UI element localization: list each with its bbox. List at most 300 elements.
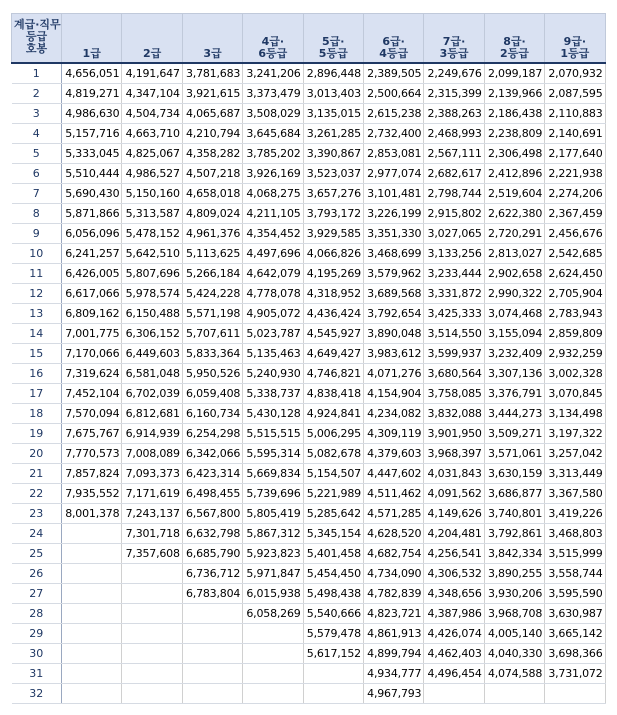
salary-cell: 4,734,090 (363, 564, 423, 584)
salary-cell: 4,961,376 (182, 224, 242, 244)
salary-cell: 6,498,455 (182, 484, 242, 504)
salary-cell: 7,319,624 (62, 364, 122, 384)
salary-cell: 3,579,962 (363, 264, 423, 284)
salary-cell: 6,426,005 (62, 264, 122, 284)
salary-cell: 7,857,824 (62, 464, 122, 484)
salary-cell: 2,705,904 (545, 284, 605, 304)
table-row (12, 244, 606, 264)
salary-cell: 5,338,737 (243, 384, 303, 404)
salary-cell: 4,354,452 (243, 224, 303, 244)
salary-table-container (11, 13, 606, 704)
salary-cell: 4,778,078 (243, 284, 303, 304)
salary-cell: 3,740,801 (484, 504, 544, 524)
salary-cell: 4,825,067 (122, 144, 182, 164)
salary-cell: 5,807,696 (122, 264, 182, 284)
salary-cell: 5,579,478 (303, 624, 363, 644)
salary-cell: 5,240,930 (243, 364, 303, 384)
table-row (12, 204, 606, 224)
salary-cell: 4,905,072 (243, 304, 303, 324)
header-text: 4급· (261, 35, 285, 48)
salary-cell: 4,838,418 (303, 384, 363, 404)
salary-cell: 5,978,574 (122, 284, 182, 304)
salary-cell: 3,785,202 (243, 144, 303, 164)
salary-cell: 5,401,458 (303, 544, 363, 564)
salary-cell: 4,782,839 (363, 584, 423, 604)
step-number: 16 (12, 364, 62, 384)
salary-cell: 2,367,459 (545, 204, 605, 224)
salary-cell: 5,430,128 (243, 404, 303, 424)
header-text: 1급 (82, 47, 101, 60)
salary-cell: 2,783,943 (545, 304, 605, 324)
salary-cell: 4,309,119 (363, 424, 423, 444)
table-row (12, 564, 606, 584)
salary-cell: 5,113,625 (182, 244, 242, 264)
salary-cell: 2,238,809 (484, 124, 544, 144)
salary-cell: 3,698,366 (545, 644, 605, 664)
salary-cell: 3,133,256 (424, 244, 484, 264)
salary-cell: 4,545,927 (303, 324, 363, 344)
header-text: 5급· (322, 35, 345, 48)
salary-cell: 2,567,111 (424, 144, 484, 164)
salary-cell: 4,658,018 (182, 184, 242, 204)
salary-cell: 5,540,666 (303, 604, 363, 624)
header-text: 호봉 (25, 42, 48, 55)
table-header (12, 14, 606, 64)
salary-cell: 3,155,094 (484, 324, 544, 344)
step-number: 25 (12, 544, 62, 564)
table-row (12, 144, 606, 164)
salary-cell: 4,068,275 (243, 184, 303, 204)
salary-cell: 5,135,463 (243, 344, 303, 364)
table-row (12, 63, 606, 84)
salary-cell: 3,571,061 (484, 444, 544, 464)
salary-cell: 6,685,790 (182, 544, 242, 564)
salary-cell: 3,657,276 (303, 184, 363, 204)
header-text: 6급· (382, 35, 405, 48)
salary-cell: 3,419,226 (545, 504, 605, 524)
salary-cell: 5,571,198 (182, 304, 242, 324)
salary-cell: 3,257,042 (545, 444, 605, 464)
salary-cell (122, 624, 182, 644)
header-text: 3급 (203, 47, 222, 60)
salary-cell: 3,758,085 (424, 384, 484, 404)
salary-cell: 5,669,834 (243, 464, 303, 484)
salary-cell (62, 544, 122, 564)
salary-cell: 5,154,507 (303, 464, 363, 484)
salary-cell: 7,675,767 (62, 424, 122, 444)
salary-cell: 3,930,206 (484, 584, 544, 604)
salary-cell: 4,204,481 (424, 524, 484, 544)
salary-cell: 4,005,140 (484, 624, 544, 644)
salary-cell: 3,968,708 (484, 604, 544, 624)
salary-cell: 6,254,298 (182, 424, 242, 444)
salary-cell: 3,135,015 (303, 104, 363, 124)
salary-cell: 2,624,450 (545, 264, 605, 284)
salary-cell: 3,968,397 (424, 444, 484, 464)
salary-cell: 2,186,438 (484, 104, 544, 124)
step-number: 15 (12, 344, 62, 364)
salary-cell: 3,929,585 (303, 224, 363, 244)
salary-cell: 3,233,444 (424, 264, 484, 284)
salary-cell (62, 684, 122, 704)
salary-cell (62, 564, 122, 584)
salary-cell: 4,071,276 (363, 364, 423, 384)
table-row (12, 404, 606, 424)
table-row (12, 284, 606, 304)
salary-cell: 4,040,330 (484, 644, 544, 664)
salary-cell: 5,833,364 (182, 344, 242, 364)
step-number: 9 (12, 224, 62, 244)
salary-cell: 6,306,152 (122, 324, 182, 344)
salary-cell: 6,015,938 (243, 584, 303, 604)
salary-cell: 3,926,169 (243, 164, 303, 184)
salary-cell: 6,809,162 (62, 304, 122, 324)
step-number: 26 (12, 564, 62, 584)
salary-cell: 5,478,152 (122, 224, 182, 244)
salary-cell (243, 624, 303, 644)
step-number: 20 (12, 444, 62, 464)
salary-cell: 4,809,024 (182, 204, 242, 224)
salary-cell: 6,702,039 (122, 384, 182, 404)
table-row (12, 484, 606, 504)
salary-cell: 3,890,048 (363, 324, 423, 344)
table-row (12, 364, 606, 384)
salary-cell (122, 684, 182, 704)
salary-cell: 2,896,448 (303, 63, 363, 84)
salary-cell: 5,739,696 (243, 484, 303, 504)
salary-cell: 2,315,399 (424, 84, 484, 104)
salary-cell (303, 684, 363, 704)
salary-cell: 4,986,630 (62, 104, 122, 124)
salary-cell: 4,861,913 (363, 624, 423, 644)
salary-cell: 3,367,580 (545, 484, 605, 504)
header-text: 8급· (503, 35, 526, 48)
step-number: 6 (12, 164, 62, 184)
salary-cell: 3,514,550 (424, 324, 484, 344)
step-number: 22 (12, 484, 62, 504)
step-number: 12 (12, 284, 62, 304)
header-corner (12, 14, 62, 64)
header-grade-4 (243, 14, 303, 64)
salary-cell: 3,134,498 (545, 404, 605, 424)
salary-cell: 2,249,676 (424, 63, 484, 84)
salary-cell: 4,663,710 (122, 124, 182, 144)
salary-cell: 3,197,322 (545, 424, 605, 444)
salary-cell: 5,971,847 (243, 564, 303, 584)
salary-cell: 4,511,462 (363, 484, 423, 504)
table-row (12, 504, 606, 524)
salary-cell: 7,452,104 (62, 384, 122, 404)
salary-cell: 6,059,408 (182, 384, 242, 404)
header-grade-3 (182, 14, 242, 64)
salary-cell: 3,680,564 (424, 364, 484, 384)
salary-cell: 3,558,744 (545, 564, 605, 584)
salary-cell: 4,149,626 (424, 504, 484, 524)
salary-cell: 3,921,615 (182, 84, 242, 104)
salary-cell: 4,649,427 (303, 344, 363, 364)
salary-cell: 4,819,271 (62, 84, 122, 104)
salary-cell: 4,823,721 (363, 604, 423, 624)
salary-cell: 2,099,187 (484, 63, 544, 84)
table-row (12, 524, 606, 544)
step-number: 24 (12, 524, 62, 544)
table-row (12, 644, 606, 664)
salary-cell: 3,793,172 (303, 204, 363, 224)
salary-cell: 6,241,257 (62, 244, 122, 264)
salary-cell: 5,082,678 (303, 444, 363, 464)
salary-cell: 4,497,696 (243, 244, 303, 264)
salary-cell: 3,241,206 (243, 63, 303, 84)
salary-cell: 2,682,617 (424, 164, 484, 184)
salary-cell: 4,191,647 (122, 63, 182, 84)
header-text: 9급· (563, 35, 587, 48)
salary-cell: 4,210,794 (182, 124, 242, 144)
salary-cell: 5,923,823 (243, 544, 303, 564)
table-row (12, 604, 606, 624)
step-number: 13 (12, 304, 62, 324)
salary-cell: 5,871,866 (62, 204, 122, 224)
salary-cell: 5,515,515 (243, 424, 303, 444)
salary-cell (62, 604, 122, 624)
salary-cell: 4,256,541 (424, 544, 484, 564)
table-row (12, 584, 606, 604)
salary-cell: 6,449,603 (122, 344, 182, 364)
salary-cell: 2,139,966 (484, 84, 544, 104)
salary-cell: 6,914,939 (122, 424, 182, 444)
salary-cell: 3,468,803 (545, 524, 605, 544)
salary-cell: 7,243,137 (122, 504, 182, 524)
salary-cell: 3,509,271 (484, 424, 544, 444)
salary-cell: 2,456,676 (545, 224, 605, 244)
salary-cell: 2,615,238 (363, 104, 423, 124)
table-row (12, 104, 606, 124)
salary-cell: 7,171,619 (122, 484, 182, 504)
salary-cell: 4,195,269 (303, 264, 363, 284)
salary-cell: 6,567,800 (182, 504, 242, 524)
salary-cell: 4,074,588 (484, 664, 544, 684)
salary-cell: 4,504,734 (122, 104, 182, 124)
salary-cell: 7,008,089 (122, 444, 182, 464)
salary-cell: 2,412,896 (484, 164, 544, 184)
salary-cell: 5,595,314 (243, 444, 303, 464)
salary-cell: 5,805,419 (243, 504, 303, 524)
salary-cell: 5,498,438 (303, 584, 363, 604)
salary-cell: 2,798,744 (424, 184, 484, 204)
step-number: 5 (12, 144, 62, 164)
salary-cell: 3,665,142 (545, 624, 605, 644)
table-row (12, 304, 606, 324)
salary-cell: 5,424,228 (182, 284, 242, 304)
salary-cell: 6,342,066 (182, 444, 242, 464)
salary-cell: 3,070,845 (545, 384, 605, 404)
table-body (12, 63, 606, 704)
table-row (12, 544, 606, 564)
salary-cell: 4,031,843 (424, 464, 484, 484)
salary-cell (122, 644, 182, 664)
step-number: 1 (12, 63, 62, 84)
salary-cell: 3,313,449 (545, 464, 605, 484)
salary-cell: 3,331,872 (424, 284, 484, 304)
salary-cell: 4,924,841 (303, 404, 363, 424)
salary-cell: 7,301,718 (122, 524, 182, 544)
header-text: 1등급 (560, 47, 590, 60)
step-number: 3 (12, 104, 62, 124)
salary-cell: 4,571,285 (363, 504, 423, 524)
salary-cell: 3,689,568 (363, 284, 423, 304)
salary-cell: 5,950,526 (182, 364, 242, 384)
salary-cell: 2,622,380 (484, 204, 544, 224)
table-row (12, 624, 606, 644)
salary-cell: 5,023,787 (243, 324, 303, 344)
salary-cell: 4,387,986 (424, 604, 484, 624)
step-number: 18 (12, 404, 62, 424)
salary-cell: 7,001,775 (62, 324, 122, 344)
salary-cell: 2,902,658 (484, 264, 544, 284)
salary-cell: 3,074,468 (484, 304, 544, 324)
table-row (12, 224, 606, 244)
salary-cell: 4,065,687 (182, 104, 242, 124)
salary-cell: 3,890,255 (484, 564, 544, 584)
salary-cell: 3,731,072 (545, 664, 605, 684)
header-grade-1 (62, 14, 122, 64)
salary-cell: 4,347,104 (122, 84, 182, 104)
salary-cell: 2,542,685 (545, 244, 605, 264)
salary-cell: 4,211,105 (243, 204, 303, 224)
step-number: 21 (12, 464, 62, 484)
salary-cell: 4,682,754 (363, 544, 423, 564)
salary-cell: 4,306,532 (424, 564, 484, 584)
step-number: 19 (12, 424, 62, 444)
step-number: 7 (12, 184, 62, 204)
step-number: 30 (12, 644, 62, 664)
salary-cell: 3,781,683 (182, 63, 242, 84)
salary-cell: 2,932,259 (545, 344, 605, 364)
salary-cell (182, 644, 242, 664)
salary-table (11, 13, 606, 704)
salary-cell: 3,468,699 (363, 244, 423, 264)
salary-cell: 5,345,154 (303, 524, 363, 544)
salary-cell: 3,261,285 (303, 124, 363, 144)
salary-cell: 2,519,604 (484, 184, 544, 204)
salary-cell: 3,390,867 (303, 144, 363, 164)
salary-cell: 3,792,861 (484, 524, 544, 544)
salary-cell: 2,977,074 (363, 164, 423, 184)
table-row (12, 84, 606, 104)
salary-cell: 3,630,987 (545, 604, 605, 624)
salary-cell: 3,792,654 (363, 304, 423, 324)
salary-cell (62, 624, 122, 644)
salary-cell: 4,746,821 (303, 364, 363, 384)
salary-cell (62, 584, 122, 604)
salary-cell: 2,221,938 (545, 164, 605, 184)
salary-cell: 4,066,826 (303, 244, 363, 264)
salary-cell: 3,630,159 (484, 464, 544, 484)
salary-cell: 6,056,096 (62, 224, 122, 244)
salary-cell: 3,523,037 (303, 164, 363, 184)
salary-cell: 5,510,444 (62, 164, 122, 184)
step-number: 4 (12, 124, 62, 144)
salary-cell (62, 644, 122, 664)
salary-cell: 4,507,218 (182, 164, 242, 184)
salary-cell: 2,388,263 (424, 104, 484, 124)
step-number: 2 (12, 84, 62, 104)
salary-cell: 6,783,804 (182, 584, 242, 604)
salary-cell: 2,500,664 (363, 84, 423, 104)
salary-cell: 3,645,684 (243, 124, 303, 144)
salary-cell: 3,901,950 (424, 424, 484, 444)
salary-cell: 2,140,691 (545, 124, 605, 144)
salary-cell: 2,990,322 (484, 284, 544, 304)
salary-cell: 5,006,295 (303, 424, 363, 444)
header-grade-7 (424, 14, 484, 64)
salary-cell: 4,967,793 (363, 684, 423, 704)
header-text: 2등급 (499, 47, 529, 60)
salary-cell: 5,333,045 (62, 144, 122, 164)
salary-cell: 2,306,498 (484, 144, 544, 164)
salary-cell: 3,232,409 (484, 344, 544, 364)
salary-cell: 3,842,334 (484, 544, 544, 564)
table-row (12, 664, 606, 684)
table-row (12, 444, 606, 464)
salary-cell: 4,642,079 (243, 264, 303, 284)
salary-cell: 4,447,602 (363, 464, 423, 484)
salary-cell (182, 604, 242, 624)
salary-cell: 3,983,612 (363, 344, 423, 364)
header-text: 계급·직무 (14, 18, 61, 31)
table-row (12, 424, 606, 444)
table-row (12, 464, 606, 484)
salary-cell (484, 684, 544, 704)
salary-cell: 6,150,488 (122, 304, 182, 324)
salary-cell: 3,444,273 (484, 404, 544, 424)
salary-cell: 6,617,066 (62, 284, 122, 304)
salary-cell: 5,690,430 (62, 184, 122, 204)
salary-cell: 2,853,081 (363, 144, 423, 164)
salary-cell (243, 644, 303, 664)
salary-cell: 3,002,328 (545, 364, 605, 384)
salary-cell: 2,732,400 (363, 124, 423, 144)
header-text: 4등급 (379, 47, 409, 60)
salary-cell: 4,496,454 (424, 664, 484, 684)
table-row (12, 384, 606, 404)
salary-cell: 3,595,590 (545, 584, 605, 604)
salary-cell: 5,707,611 (182, 324, 242, 344)
salary-cell: 3,226,199 (363, 204, 423, 224)
step-number: 11 (12, 264, 62, 284)
salary-cell: 2,177,640 (545, 144, 605, 164)
salary-cell: 6,160,734 (182, 404, 242, 424)
salary-cell: 4,091,562 (424, 484, 484, 504)
step-number: 29 (12, 624, 62, 644)
header-text: 6등급 (258, 47, 288, 60)
step-number: 8 (12, 204, 62, 224)
salary-cell: 5,642,510 (122, 244, 182, 264)
salary-cell (182, 684, 242, 704)
step-number: 14 (12, 324, 62, 344)
salary-cell: 4,462,403 (424, 644, 484, 664)
header-grade-9 (545, 14, 605, 64)
salary-cell (182, 664, 242, 684)
salary-cell (122, 564, 182, 584)
salary-cell: 2,110,883 (545, 104, 605, 124)
salary-cell (182, 624, 242, 644)
header-grade-6 (363, 14, 423, 64)
step-number: 17 (12, 384, 62, 404)
salary-cell: 4,436,424 (303, 304, 363, 324)
header-grade-8 (484, 14, 544, 64)
step-number: 32 (12, 684, 62, 704)
salary-cell: 6,423,314 (182, 464, 242, 484)
